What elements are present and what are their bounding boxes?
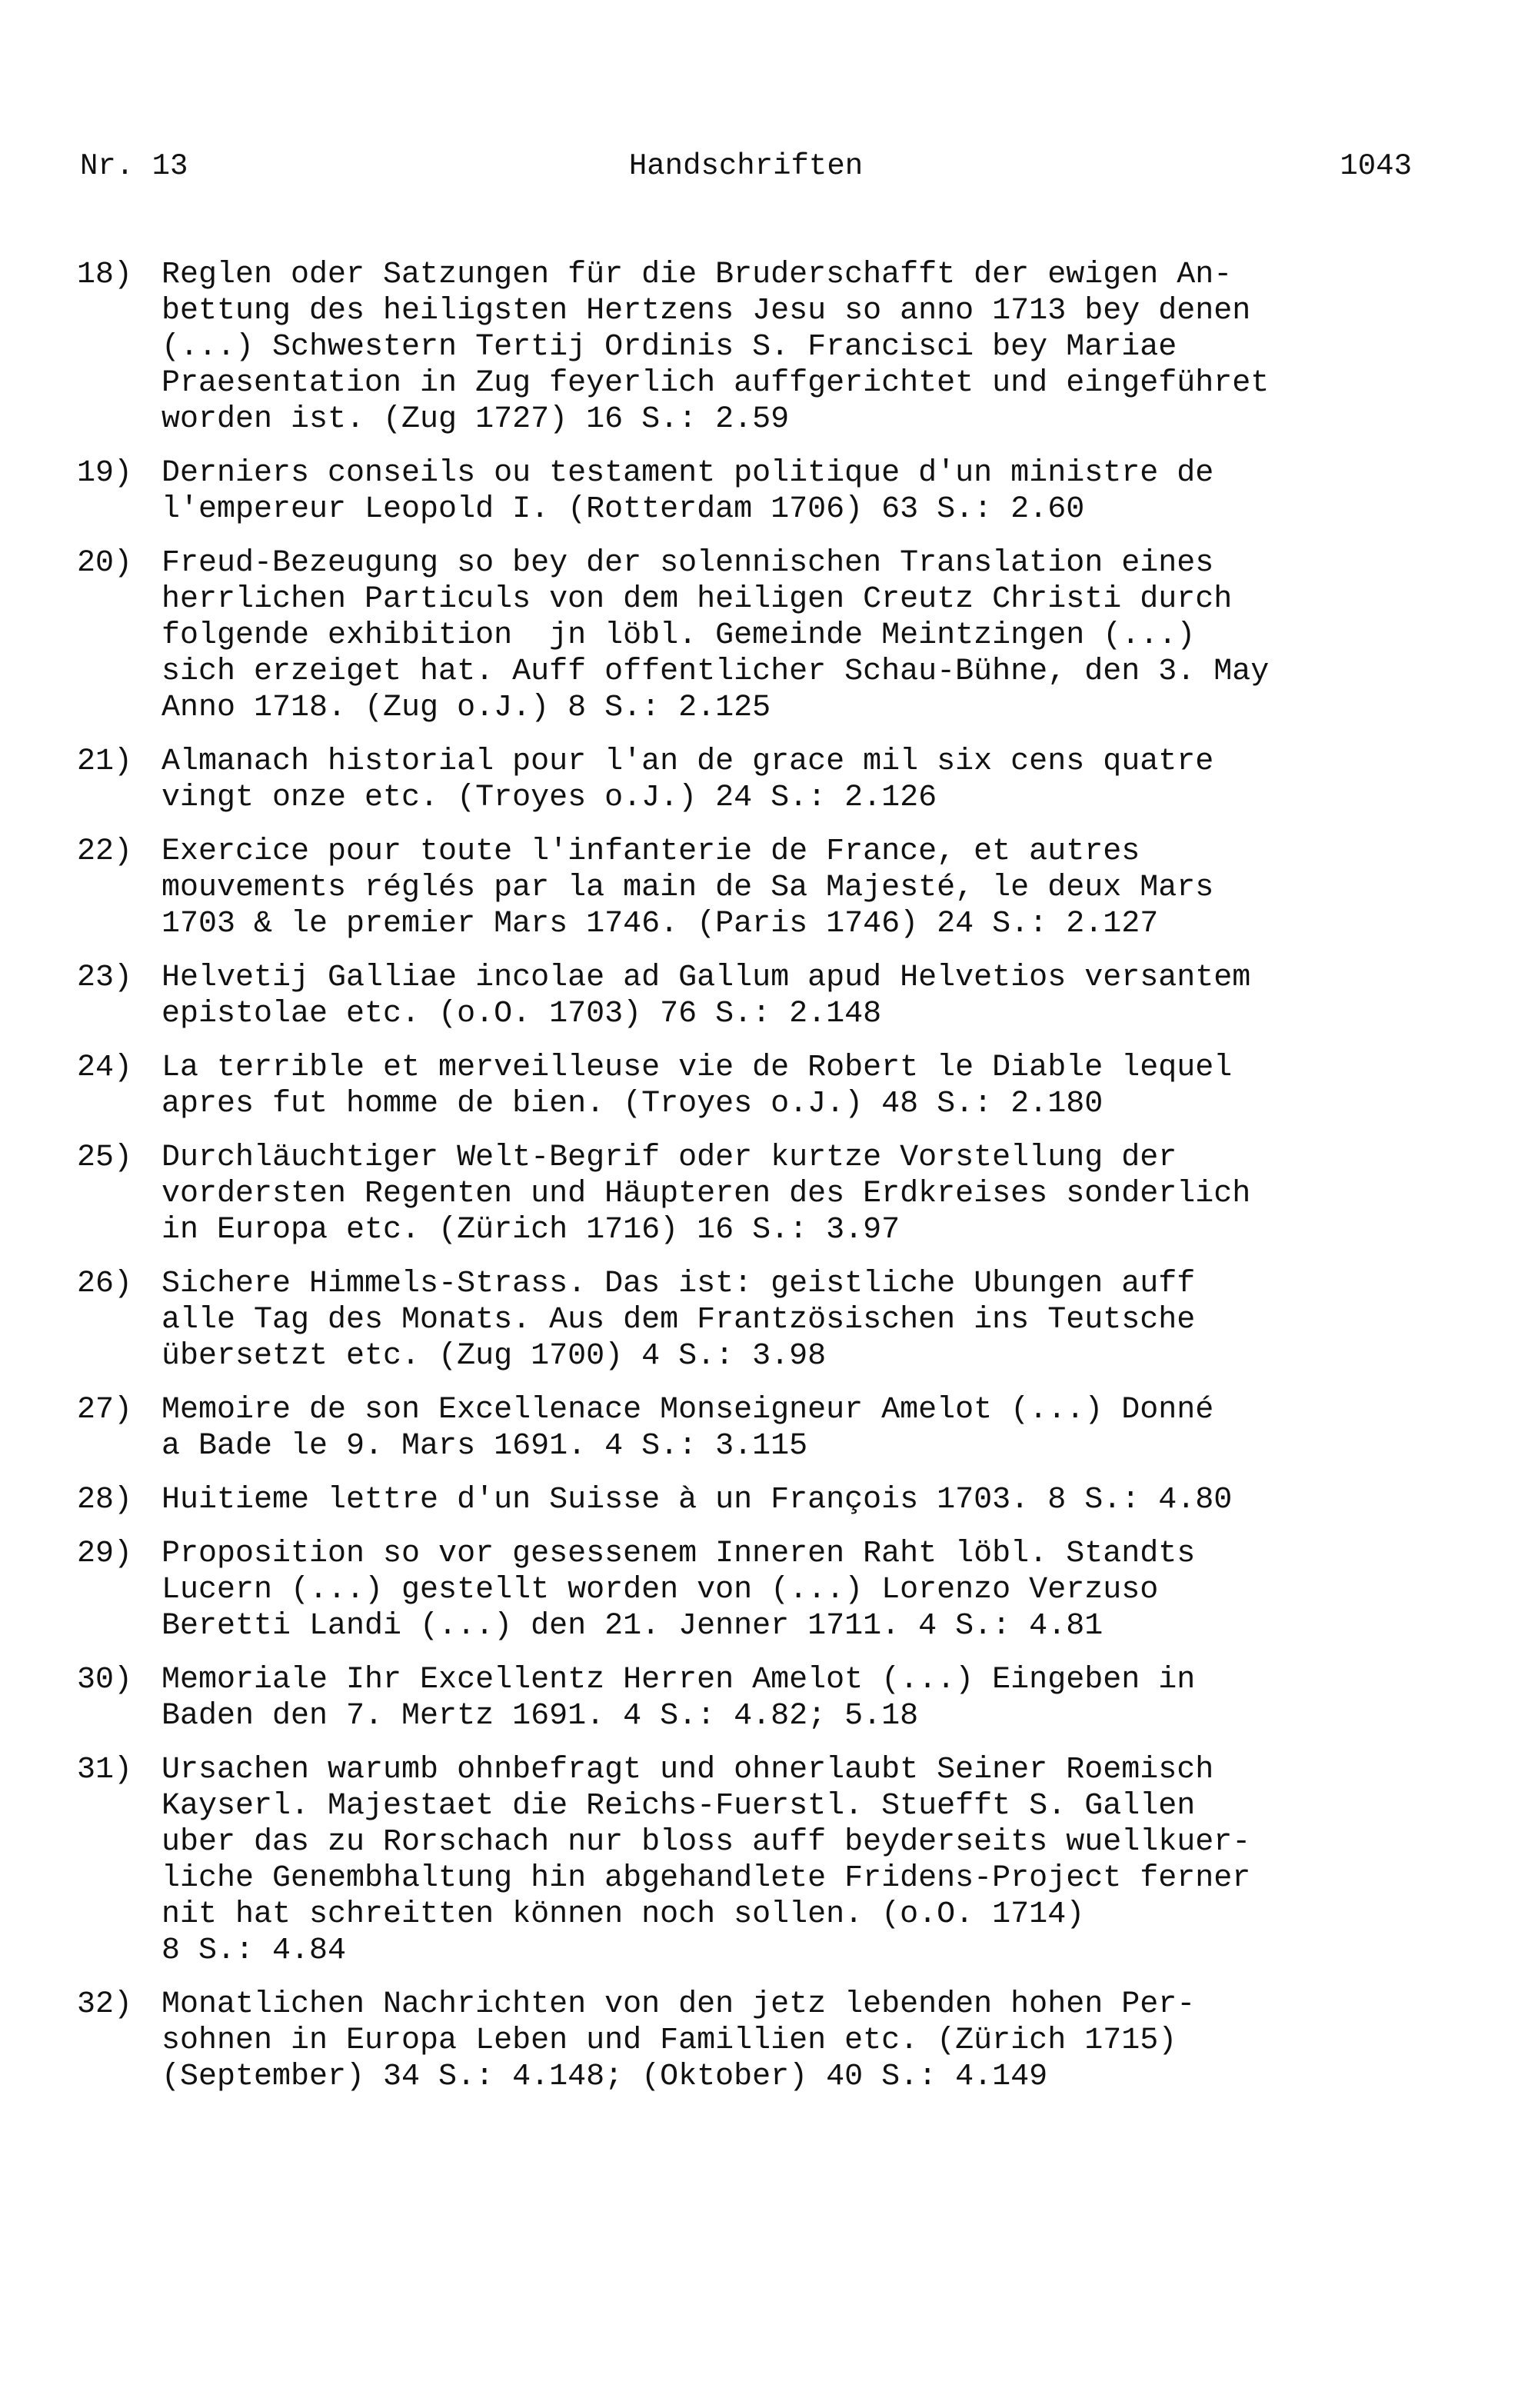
entry-text: Memoriale Ihr Excellentz Herren Amelot (...) Eingeben in Baden den 7. Mertz 1691. 4 S.: 4.82; 5.18 (161, 1663, 1196, 1734)
entry-number: 32) (77, 1987, 133, 2022)
entry-text: Exercice pour toute l'infanterie de France, et autres mouvements réglés par la main de Sa Majesté, le deux Mars 1703 & le premier Mars 1746. (Paris 1746) 24 S.: 2.127 (161, 834, 1214, 941)
entry-number: 19) (77, 456, 133, 491)
entry-text: La terrible et merveilleuse vie de Robert le Diable lequel apres fut homme de bien. (Troyes o.J.) 48 S.: 2.180 (161, 1051, 1233, 1121)
entry-number: 24) (77, 1051, 133, 1085)
list-item (77, 1536, 1430, 1644)
list-item (77, 1482, 1430, 1518)
entry-text: Freud-Bezeugung so bey der solennischen Translation eines herrlichen Particuls von dem heiligen Creutz Christi durch folgende exhibition jn löbl. Gemeinde Meintzingen (...) sich erzeiget hat. Auff offentlicher Schau-Bühne, den 3. May Anno 1718. (Zug o.J.) 8 S.: 2.125 (161, 546, 1270, 725)
list-item (77, 1662, 1430, 1734)
entry-text: Almanach historial pour l'an de grace mil six cens quatre vingt onze etc. (Troyes o.J.) 24 S.: 2.126 (161, 744, 1214, 815)
entry-number: 28) (77, 1483, 133, 1517)
entry-text: Memoire de son Excellenace Monseigneur Amelot (...) Donné a Bade le 9. Mars 1691. 4 S.: 3.115 (161, 1393, 1214, 1464)
list-item (77, 960, 1430, 1032)
entry-list (77, 257, 1430, 2113)
list-item (77, 744, 1430, 816)
entry-number: 18) (77, 258, 133, 292)
list-item (77, 834, 1430, 942)
entry-text: Ursachen warumb ohnbefragt und ohnerlaubt Seiner Roemisch Kayserl. Majestaet die Reichs-Fuerstl. Stuefft S. Gallen uber das zu Rorschach nur bloss auff beyderseits wuellkuer- liche Genembhaltung hin abgehandlete Fridens-Project ferner nit hat schreitten können noch sollen. (o.O. 1714) 8 S.: 4.84 (161, 1753, 1251, 1968)
entry-text: Proposition so vor gesessenem Inneren Raht löbl. Standts Lucern (...) gestellt worden von (...) Lorenzo Verzuso Beretti Landi (...) den 21. Jenner 1711. 4 S.: 4.81 (161, 1537, 1196, 1644)
entry-text: Derniers conseils ou testament politique d'un ministre de l'empereur Leopold I. (Rotterdam 1706) 63 S.: 2.60 (161, 456, 1214, 527)
list-item (77, 1752, 1430, 1969)
entry-number: 25) (77, 1141, 133, 1175)
entry-text: Reglen oder Satzungen für die Bruderschafft der ewigen An- bettung des heiligsten Hertzens Jesu so anno 1713 bey denen (...) Schwestern Tertij Ordinis S. Francisci bey Mariae Praesentation in Zug feyerlich auffgerichtet und eingeführet worden ist. (Zug 1727) 16 S.: 2.59 (161, 258, 1270, 437)
entry-number: 30) (77, 1663, 133, 1697)
list-item (77, 1050, 1430, 1122)
list-item (77, 455, 1430, 528)
entry-number: 29) (77, 1537, 133, 1571)
entry-text: Sichere Himmels-Strass. Das ist: geistliche Ubungen auff alle Tag des Monats. Aus dem Frantzösischen ins Teutsche übersetzt etc. (Zug 1700) 4 S.: 3.98 (161, 1267, 1196, 1374)
entry-number: 21) (77, 744, 133, 779)
page-header (80, 143, 1412, 189)
list-item (77, 257, 1430, 438)
entry-number: 27) (77, 1393, 133, 1427)
header-section-number: Nr. 13 (80, 149, 188, 183)
list-item (77, 1266, 1430, 1374)
entry-number: 20) (77, 546, 133, 581)
entry-text: Huitieme lettre d'un Suisse à un François 1703. 8 S.: 4.80 (161, 1483, 1233, 1517)
entry-number: 22) (77, 834, 133, 869)
list-item (77, 1987, 1430, 2095)
list-item (77, 1392, 1430, 1464)
header-page-number: 1043 (1340, 149, 1412, 183)
entry-number: 26) (77, 1267, 133, 1301)
list-item (77, 1140, 1430, 1248)
entry-text: Monatlichen Nachrichten von den jetz lebenden hohen Per- sohnen in Europa Leben und Famillien etc. (Zürich 1715) (September) 34 S.: 4.148; (Oktober) 40 S.: 4.149 (161, 1987, 1196, 2094)
entry-number: 31) (77, 1753, 133, 1787)
list-item (77, 545, 1430, 726)
entry-text: Helvetij Galliae incolae ad Gallum apud Helvetios versantem epistolae etc. (o.O. 1703) 76 S.: 2.148 (161, 961, 1251, 1031)
entry-text: Durchläuchtiger Welt-Begrif oder kurtze Vorstellung der vordersten Regenten und Häupteren des Erdkreises sonderlich in Europa etc. (Zürich 1716) 16 S.: 3.97 (161, 1141, 1251, 1247)
header-title: Handschriften (628, 149, 864, 183)
entry-number: 23) (77, 961, 133, 995)
